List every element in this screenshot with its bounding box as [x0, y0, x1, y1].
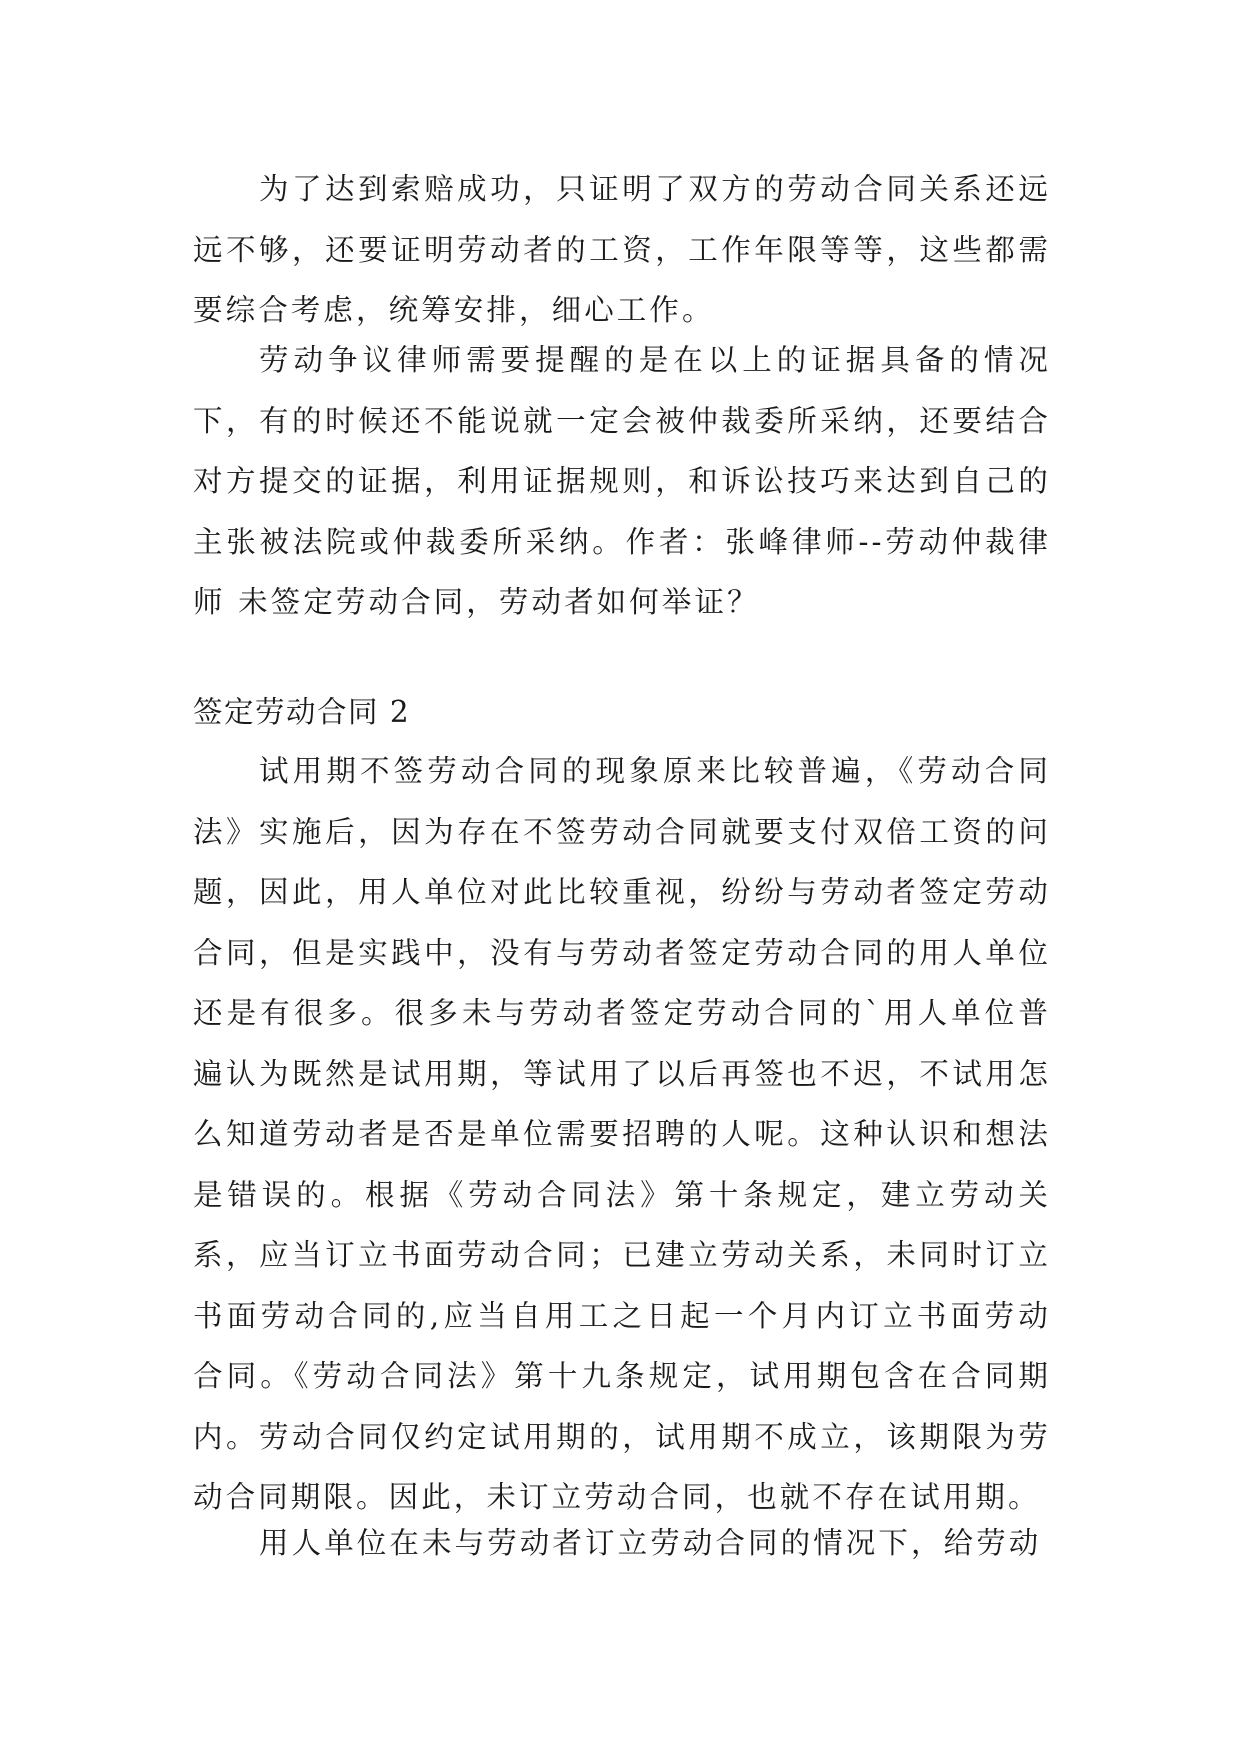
paragraph-employer-continued: 用人单位在未与劳动者订立劳动合同的情况下，给劳动 — [259, 1526, 1042, 1560]
section-heading: 签定劳动合同 2 — [193, 695, 411, 729]
paragraph-probation-period: 试用期不签劳动合同的现象原来比较普遍，《劳动合同法》实施后，因为存在不签劳动合同就要支付双倍工资的问题，因此，用人单位对此比较重视，纷纷与劳动者签定劳动合同，但是实践中，没有与劳动者签定劳动合同的用人单位还是有很多。很多未与劳动者签定劳动合同的`用人单位普遍认为既然是试用期，等试用了以后再签也不迟，不试用怎么知道劳动者是否是单位需要招聘的人呢。这种认识和想法是错误的。根据《劳动合同法》第十条规定，建立劳动关系，应当订立书面劳动合同；已建立劳动关系，未同时订立书面劳动合同的,应当自用工之日起一个月内订立书面劳动合同。《劳动合同法》第十九条规定，试用期包含在合同期内。劳动合同仅约定试用期的，试用期不成立，该期限为劳动合同期限。因此，未订立劳动合同，也就不存在试用期。 — [193, 754, 1051, 1514]
paragraph-lawyer-reminder: 劳动争议律师需要提醒的是在以上的证据具备的情况下，有的时候还不能说就一定会被仲裁委所采纳，还要结合对方提交的证据，利用证据规则，和诉讼技巧来达到自己的主张被法院或仲裁委所采纳。作者：张峰律师--劳动仲裁律师 未签定劳动合同，劳动者如何举证？ — [193, 343, 1051, 619]
paragraph-evidence-wages: 为了达到索赔成功，只证明了双方的劳动合同关系还远远不够，还要证明劳动者的工资，工作年限等等，这些都需要综合考虑，统筹安排，细心工作。 — [193, 172, 1051, 327]
